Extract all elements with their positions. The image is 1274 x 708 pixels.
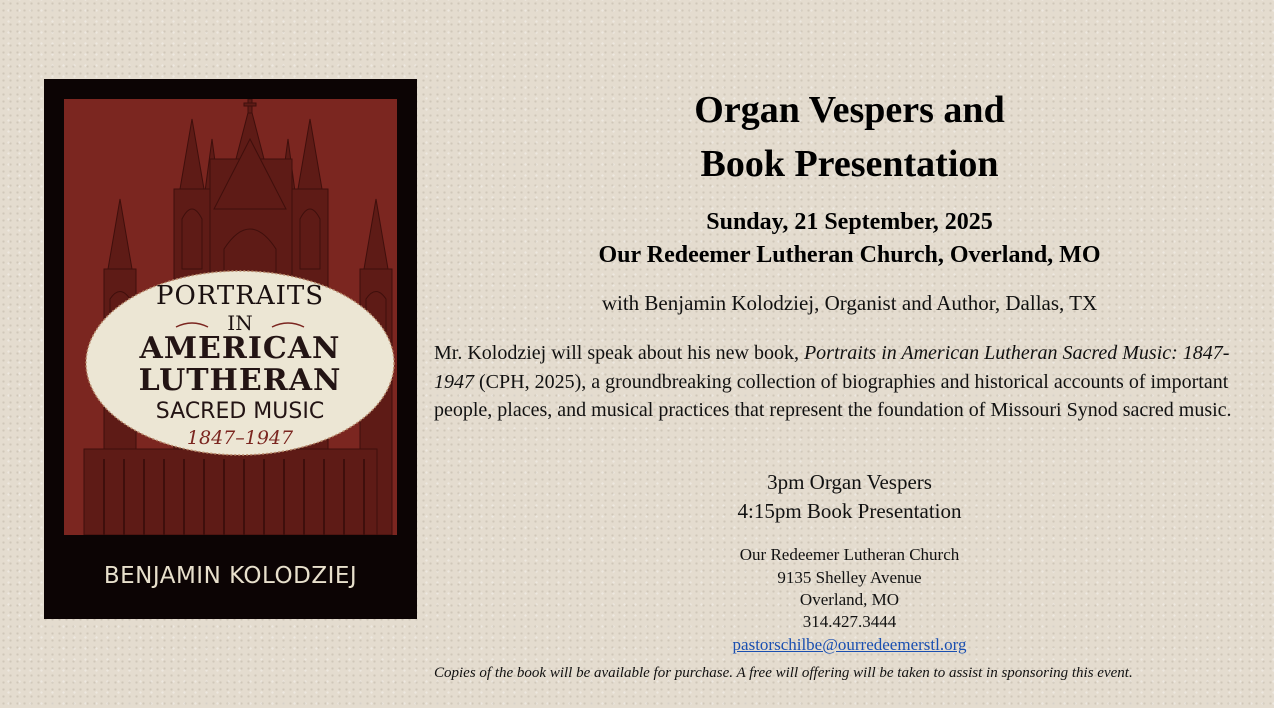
cover-title-american: AMERICAN [139,331,341,366]
address-street: 9135 Shelley Avenue [777,568,922,587]
cover-title-portraits: PORTRAITS [155,281,325,311]
email-link[interactable]: pastorschilbe@ourredeemerstl.org [732,635,967,654]
schedule-item-presentation: 4:15pm Book Presentation [737,499,962,523]
cover-title-oval [84,269,396,457]
page-title-line1: Organ Vespers and [694,89,1005,131]
cover-title-sacred-music: SACRED MUSIC [155,399,325,424]
description-book-title: Portraits in American Lutheran Sacred Music: 1847-1947 [434,342,1230,393]
address-phone: 314.427.3444 [802,612,897,631]
description-rest: (CPH, 2025), a groundbreaking collection of biographies and historical accounts of important people, places, and musical practices that represent the foundation of Missouri Synod sacred music. [434,370,1232,421]
event-venue: Our Redeemer Lutheran Church, Overland, MO [598,242,1101,268]
address-church-name: Our Redeemer Lutheran Church [739,545,960,564]
book-cover-image [44,79,417,619]
description-intro: Mr. Kolodziej will speak about his new book, [434,342,804,364]
event-presenter: with Benjamin Kolodziej, Organist and Author, Dallas, TX [601,291,1098,315]
event-date: Sunday, 21 September, 2025 [706,209,993,235]
cover-art-panel [64,99,397,535]
page-title-line2: Book Presentation [700,143,999,185]
address-city: Overland, MO [799,590,900,609]
event-description [434,339,1264,425]
purchase-note: Copies of the book will be available for purchase. A free will offering will be taken to assist in sponsoring this event. [434,665,1133,681]
address-email-line [432,636,1267,653]
cover-title-in: IN [227,311,253,335]
cover-author-name: BENJAMIN KOLODZIEJ [103,563,358,589]
cover-title-years: 1847–1947 [186,427,294,449]
schedule-item-vespers: 3pm Organ Vespers [767,470,932,494]
cover-title-lutheran: LUTHERAN [138,363,342,398]
